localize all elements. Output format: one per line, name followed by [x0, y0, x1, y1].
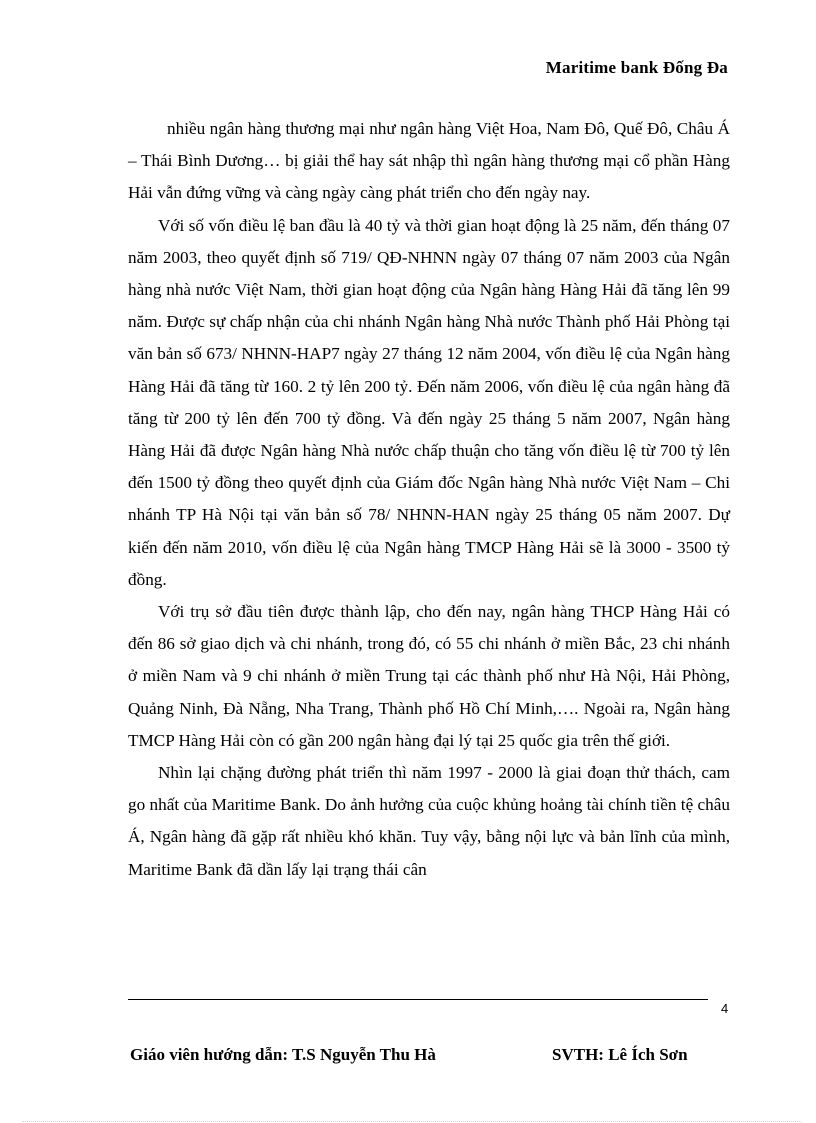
footer-advisor: Giáo viên hướng dẫn: T.S Nguyễn Thu Hà: [130, 1045, 436, 1064]
page-number: 4: [721, 1001, 729, 1016]
paragraph-3: Với trụ sở đầu tiên được thành lập, cho đến nay, ngân hàng THCP Hàng Hải có đến 86 sở giao dịch và chi nhánh, trong đó, có 55 chi nhánh ở miền Bắc, 23 chi nhánh ở miền Nam và 9 chi nhánh ở miền Trung tại các thành phố như Hà Nội, Hải Phòng, Quảng Ninh, Đà Nẵng, Nha Trang, Thành phố Hồ Chí Minh,…. Ngoài ra, Ngân hàng TMCP Hàng Hải còn có gần 200 ngân hàng đại lý tại 25 quốc gia trên thế giới.: [128, 602, 730, 750]
document-body: [128, 113, 730, 886]
paragraph-2: Với số vốn điều lệ ban đầu là 40 tỷ và thời gian hoạt động là 25 năm, đến tháng 07 năm 2003, theo quyết định số 719/ QĐ-NHNN ngày 07 tháng 07 năm 2003 của Ngân hàng nhà nước Việt Nam, thời gian hoạt động của Ngân hàng Hàng Hải đã tăng lên 99 năm. Được sự chấp nhận của chi nhánh Ngân hàng Nhà nước Thành phố Hải Phòng tại văn bản số 673/ NHNN-HAP7 ngày 27 tháng 12 năm 2004, vốn điều lệ của Ngân hàng Hàng Hải đã tăng từ 160. 2 tỷ lên 200 tỷ. Đến năm 2006, vốn điều lệ của ngân hàng đã tăng từ 200 tỷ lên đến 700 tỷ đồng. Và đến ngày 25 tháng 5 năm 2007, Ngân hàng Hàng Hải đã được Ngân hàng Nhà nước chấp thuận cho tăng vốn điều lệ từ 700 tỷ lên đến 1500 tỷ đồng theo quyết định của Giám đốc Ngân hàng Nhà nước Việt Nam – Chi nhánh TP Hà Nội tại văn bản số 78/ NHNN-HAN ngày 25 tháng 05 năm 2007. Dự kiến đến năm 2010, vốn điều lệ của Ngân hàng TMCP Hàng Hải sẽ là 3000 - 3500 tỷ đồng.: [128, 215, 730, 589]
footer-divider: [128, 999, 708, 1000]
footer-student: SVTH: Lê Ích Sơn: [552, 1045, 688, 1064]
page-header-title: Maritime bank Đống Đa: [545, 58, 728, 77]
page-bottom-edge: [22, 1121, 802, 1122]
paragraph-1: nhiều ngân hàng thương mại như ngân hàng Việt Hoa, Nam Đô, Quế Đô, Châu Á – Thái Bình Dương… bị giải thể hay sát nhập thì ngân hàng thương mại cổ phần Hàng Hải vẫn đứng vững và càng ngày càng phát triển cho đến ngày nay.: [128, 119, 730, 203]
paragraph-4: Nhìn lại chặng đường phát triển thì năm 1997 - 2000 là giai đoạn thử thách, cam go nhất của Maritime Bank. Do ảnh hưởng của cuộc khủng hoảng tài chính tiền tệ châu Á, Ngân hàng đã gặp rất nhiều khó khăn. Tuy vậy, bằng nội lực và bản lĩnh của mình, Maritime Bank đã dần lấy lại trạng thái cân: [128, 763, 730, 879]
